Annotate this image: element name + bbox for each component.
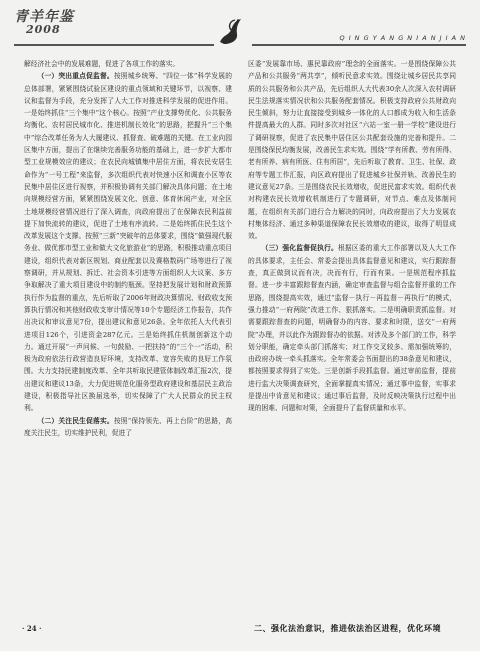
paragraph-body: 按照城乡统筹、“四位一体”科学发展的总体部署，紧紧围绕试验区建设的重点领域和关键环节，以视察、建议和监督为手段，充分发挥了人大工作对推进科学发展的促进作用。一是始终抓住“三个集中”这个核心。按照“产业支撑势优化、公共服务均衡化、农村居民城市化、推进机制长效化”的思路，把握升“三个集中”综合改革任务为人大履建议、抓督查、破难题的关键。在工业向园区集中方面，提出了在继续完善服务功能的基础上，进一步扩大都市型工业规模效应的建议；在农民向城镇集中居住方面，将农民安居生命作为“一号工程”来监督，多次组织代表对快速小区和调查小区等农民集中居住区进行视察，并积极协调有关部门解决具体问题；在土地向规模经营方面，紧紧围绕发展文化、创意、体育休闲产业，对全区土地规模经营情况进行了深入调查，向政府提出了在保障农民利益前提下加快流转的建议，促进了土地有序流转。二是始终抓住民生这个改革发展这个支撑。按照“三新”突破年的总体要求，围绕“做强现代服务业、做优都市型工业和做大文化旅游业”的思路，积极推动重点项目建设，组织代表对新区规划、商业配套以及赛格数码广场等进行了视察调研，并从规划、拆迁、社会资本引进等方面组织人大议案、多方争取解决了重大项目建设中的制约瓶颈。坚持把发展计划和财政预算执行作为监督的重点，先后听取了2006年财政决算情况、财政收支预算执行情况和其他财政收支审计情况等10个专题经济工作报告，共作出决议和审议意见7份，提出建议和意见26条。全年依托人大代表引进项目126个，引进资金287亿元。三是始终抓住机制创新这个动力。通过开展“一声问候、一句鼓励、一把扶持”的“三个一”活动，积极为政府依法行政营造良好环境，支持改革、宽容失败的良好工作氛围。大力支持民建制度改革、全年共听取民建管体制改革汇报2次，提出建议和建议13条，大力促进规范化服务型政府建设和基层民主政治建设，积极指导社区换届选举，切实保障了广大人民群众的民主权利。	[24, 72, 232, 413]
yearbook-brand	[14, 10, 74, 35]
chapter-heading: 二、强化法治意识，推进依法治区进程，优化环境	[254, 624, 441, 633]
paragraph-supervision-focus	[24, 70, 232, 414]
brand-title: 青羊年鉴	[14, 9, 74, 25]
page-header	[0, 0, 480, 44]
section-title: （二）关注民生促落实。	[37, 416, 114, 425]
page-number: · 24 ·	[22, 624, 42, 633]
paragraph-body: 根据区委的重大工作部署以及人大工作的具体要求，主任会、常委会提出具体监督意见和建议，实行跟踪督查，真正做到议而有决，决而有行，行而有果。一是规范程序抓监督。进一步丰富跟踪督查内涵，确定审查监督与组合监督并重的工作思路，围绕提高实效，通过“监督－执行－再监督－再执行”的模式，强力推动“一府两院”改进工作、狠抓落实。二是明确职责抓监督。对需要跟踪督查的问题，明确督办的内容、要求和时限，送交“一府两院”办理，并以此作为跟踪督办的依据。对涉及多个部门的工作，科学划分职能，确定牵头部门抓落实；对工作交叉较多、需加强统筹的，由政府办统一牵头抓落实。全年常委会书面提出的38条意见和建议，都按照要求得到了实处。三是创新手段抓监督。通过审前监督，提前进行监大决策调查研究，全面掌握真实情况；通过事中监督，实事求是提出中肯意见和建议；通过事后监督，及时反映决策执行过程中出现的困难、问题和对策，全面提升了监督质量和水平。	[248, 244, 456, 413]
section-title: （一）突出重点促监督。	[37, 72, 114, 81]
swan-emblem-icon	[214, 14, 248, 48]
header-rule-left	[14, 44, 214, 46]
paragraph-livelihood	[24, 415, 232, 440]
paragraph-strengthen-supervision	[248, 242, 456, 414]
brand-year: 2008	[26, 23, 61, 36]
header-latin-title: Q I N G Y A N G N I A N J I A N	[339, 34, 466, 42]
section-title: （三）强化监督促执行。	[261, 244, 338, 253]
paragraph-continuation: 区委“发展靠市场、惠民靠政府”理念的全面落实。一是围绕保障公共产品和公共服务“两共享”，倾听民意求实效。围绕让城乡居民共享同质的公共服务和公共产品，先后组织人大代表30余人次深入农村调研民生法规落实情况状和公共服务配套情况。积极支持政府公共财政向民生倾斜，努力让直接接受到城乡一体化的人口都成为收入和生活条件提高最大的人群。同时多次对社区“六站一室一册一学校”建设进行了调研视察，促进了农民集中居住区公共配套设施的完善和提升。二是围绕保民均衡发展，改善民生求实效。围绕“学有所教、劳有所得、老有所养、病有所医、住有所居”，先后听取了教育、卫生、社保、政府等专题工作汇报，向区政府提出了促进城乡社保并轨、改善民生的建议意见27条。三是围绕农民长效增收，促进民富求实效。组织代表对构建农民长效增收机制进行了专题调研，对节点、难点及体制问题，在组织有关部门进行合力解决的同时，向政府提出了大力发展农村集体经济、通过多种渠道保障农民长效增收的建议，取得了明显成效。	[248, 60, 456, 241]
left-text-column	[24, 58, 232, 439]
paragraph-intro: 解经济社会中的发展难题，促进了各项工作的落实。	[24, 60, 180, 68]
header-rule-right	[252, 44, 466, 46]
paragraph-body: 按照“保持领先、再上台阶”的思路，高度关注民生，切实维护民利，促进了	[24, 416, 232, 437]
right-text-column	[248, 58, 456, 415]
